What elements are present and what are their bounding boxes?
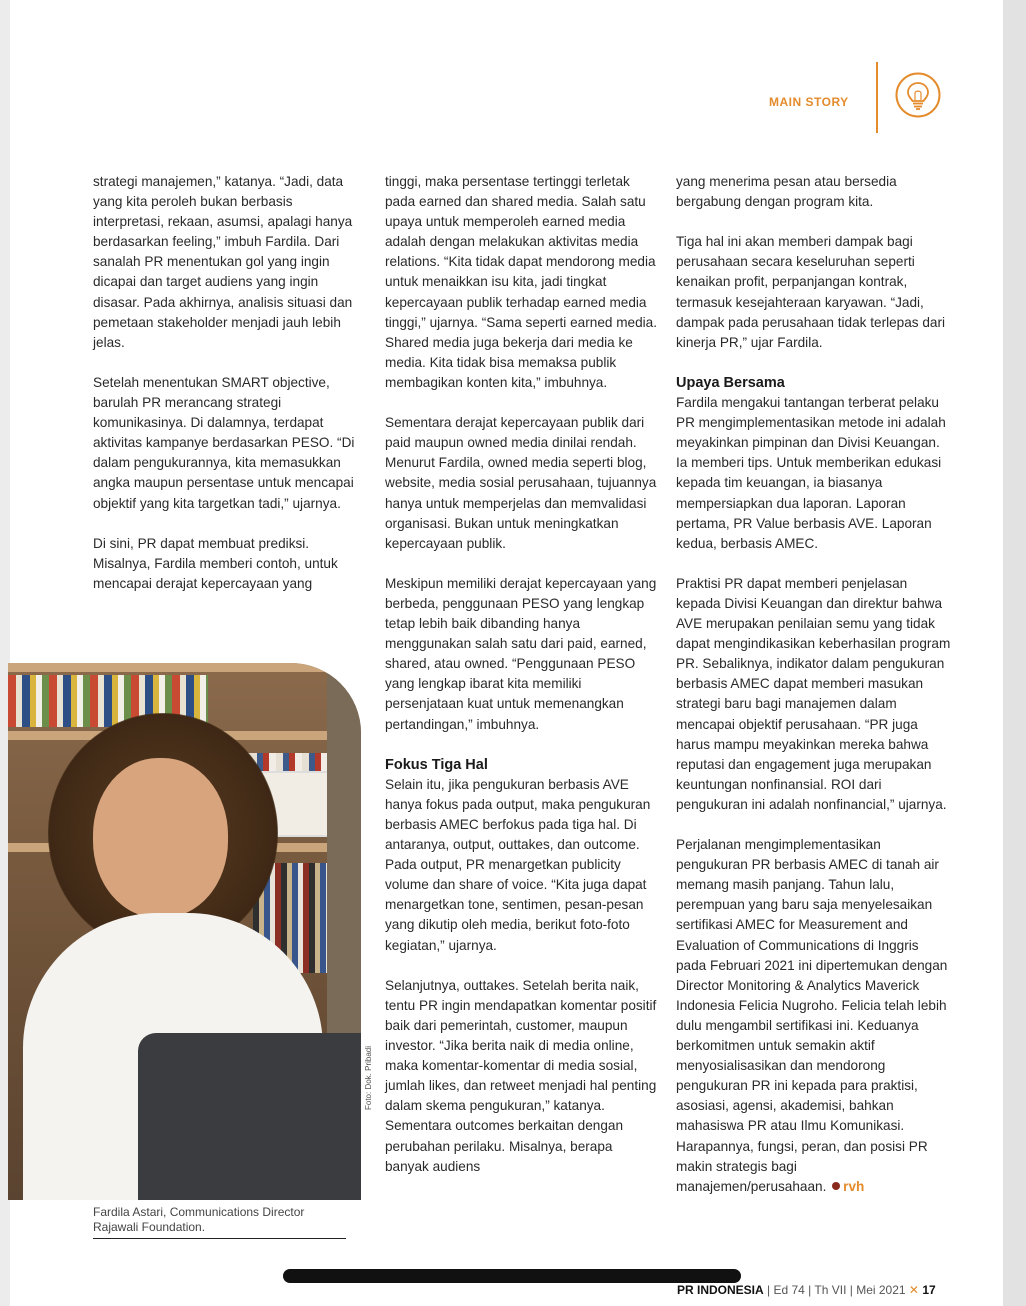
bullet-dot-icon [832, 1182, 840, 1190]
cross-icon: ✕ [908, 1283, 919, 1297]
paragraph: strategi manajemen,” katanya. “Jadi, data yang kita peroleh bukan berbasis interpretasi, rekaan, asumsi, apalagi hanya berdasarkan feeling,” imbuh Fardila. Dari sanalah PR menentukan gol yang ingin dicapai dan target audiens yang ingin disasar. Pada akhirnya, analisis situasi dan pemetaan stakeholder menjadi jauh lebih jelas. [93, 174, 353, 350]
paragraph: Meskipun memiliki derajat kepercayaan yang berbeda, penggunaan PESO yang lengkap tetap lebih baik dibanding hanya menggunakan salah satu dari paid, earned, shared, atau owned. “Penggunaan PESO yang lengkap ibarat kita memiliki persenjataan kuat untuk memenangkan pertandingan,” imbuhnya. [385, 575, 657, 732]
section-heading: Upaya Bersama [676, 374, 785, 391]
paragraph: Di sini, PR dapat membuat prediksi. Misalnya, Fardila memberi contoh, untuk mencapai derajat kepercayaan yang [93, 535, 338, 591]
footer-brand: PR INDONESIA [677, 1283, 764, 1297]
section-divider [876, 62, 878, 133]
article-column-2 [385, 172, 657, 1197]
paragraph: yang menerima pesan atau bersedia bergabung dengan program kita. [676, 174, 897, 210]
section-label: MAIN STORY [769, 95, 849, 109]
article-column-3 [676, 172, 951, 1217]
footer-meta: | Ed 74 | Th VII | Mei 2021 [767, 1283, 906, 1297]
paragraph: Selanjutnya, outtakes. Setelah berita naik, tentu PR ingin mendapatkan komentar positif baik dari pemerintah, customer, maupun investor. “Jika berita naik di media online, maka komentar-komentar di media sosial, jumlah likes, dan retweet menjadi hal penting dalam skema pengukuran,” katanya. Sementara outcomes berkaitan dengan perubahan perilaku. Misalnya, berapa banyak audiens [385, 977, 657, 1174]
paragraph: Fardila mengakui tantangan terberat pelaku PR mengimplementasikan metode ini adalah meyakinkan pimpinan dan Divisi Keuangan. Ia memberi tips. Untuk memberikan edukasi kepada tim keuangan, ia biasanya mempersiapkan dua laporan. Laporan pertama, PR Value berbasis AVE. Laporan kedua, berbasis AMEC. [676, 395, 946, 551]
bookshelf-board [8, 663, 361, 672]
paragraph-text: Perjalanan mengimplementasikan pengukuran PR berbasis AMEC di tanah air memang masih panjang. Tahun lalu, perempuan yang baru saja menyelesaikan sertifikasi AMEC for Measurement and Evaluation of Communications di Inggris pada Februari 2021 ini dipertemukan dengan Director Monitoring & Analytics Maverick Indonesia Felicia Nugroho. Felicia telah lebih dulu mengambil sertifikasi ini. Keduanya berkomitmen untuk semakin aktif menyosialisasikan dan mendorong pengukuran PR ini kepada para praktisi, asosiasi, agensi, akademisi, bahkan mahasiswa PR atau Ilmu Komunikasi. Harapannya, fungsi, peran, dan posisi PR makin strategis bagi manajemen/perusahaan. [676, 837, 948, 1194]
paragraph: Tiga hal ini akan memberi dampak bagi perusahaan secara keseluruhan seperti kenaikan profit, perpanjangan kontrak, termasuk kesejahteraan karyawan. “Jadi, dampak pada perusahaan tidak terlepas dari kinerja PR,” ujar Fardila. [676, 234, 946, 350]
paragraph: Selain itu, jika pengukuran berbasis AVE hanya fokus pada output, maka pengukuran berbasis AMEC berfokus pada tiga hal. Di antaranya, output, outtakes, dan outcome. Pada output, PR menargetkan publicity volume dan share of voice. “Kita juga dapat menargetkan tone, sentimen, pesan-pesan yang dikutip oleh media, berikut foto-foto kegiatan,” ujarnya. [385, 776, 651, 953]
paragraph-final [676, 835, 951, 1197]
author-signature: rvh [843, 1178, 865, 1194]
face [93, 758, 228, 918]
photo-credit: Foto: Dok. Pribadi [364, 1045, 373, 1110]
viewer-edge [1003, 0, 1026, 1306]
paragraph: Sementara derajat kepercayaan publik dari paid maupun owned media dinilai rendah. Menurut Fardila, owned media seperti blog, website, media sosial perusahaan, tujuannya hanya untuk memperjelas dan memvalidasi organisasi. Bukan untuk meningkatkan kepercayaan publik. [385, 415, 657, 551]
page-number: 17 [922, 1283, 936, 1297]
laptop [138, 1033, 361, 1200]
horizontal-scrollbar[interactable] [283, 1269, 741, 1283]
page-footer [677, 1283, 936, 1297]
section-heading: Fokus Tiga Hal [385, 756, 488, 773]
photo-caption: Fardila Astari, Communications Director Rajawali Foundation. [93, 1205, 346, 1239]
paragraph: tinggi, maka persentase tertinggi terletak pada earned dan shared media. Salah satu upaya untuk memperoleh earned media adalah dengan melakukan aktivitas media relations. “Kita tidak dapat mendorong media untuk menaikkan isu kita, jadi tingkat kepercayaan publik terhadap earned media tinggi,” ujarnya. “Sama seperti earned media. Shared media juga bekerja dari media ke media. Kita tidak bisa memaksa publik membagikan konten kita,” imbuhnya. [385, 174, 658, 390]
portrait-photo [8, 663, 361, 1200]
paragraph: Praktisi PR dapat memberi penjelasan kepada Divisi Keuangan dan direktur bahwa AVE merupakan penilaian semu yang tidak dapat mengindikasikan keberhasilan program PR. Sebaliknya, indikator dalam pengukuran berbasis AMEC dapat memberi masukan strategi baru bagi manajemen dalam mencapai objektif perusahaan. “PR juga harus mampu meyakinkan mereka bahwa reputasi dan engagement juga merupakan keuntungan nonfinansial. ROI dari pengukuran ini adalah nonfinancial,” ujarnya. [676, 575, 951, 812]
paragraph: Setelah menentukan SMART objective, barulah PR merancang strategi komunikasinya. Di dalamnya, terdapat aktivitas kampanye berdasarkan PESO. “Di dalam pengukurannya, kita memasukkan angka maupun persentase untuk mencapai objektif yang kita targetkan tadi,” ujarnya. [93, 374, 355, 511]
article-column-1 [93, 172, 361, 614]
lightbulb-icon [895, 72, 941, 118]
